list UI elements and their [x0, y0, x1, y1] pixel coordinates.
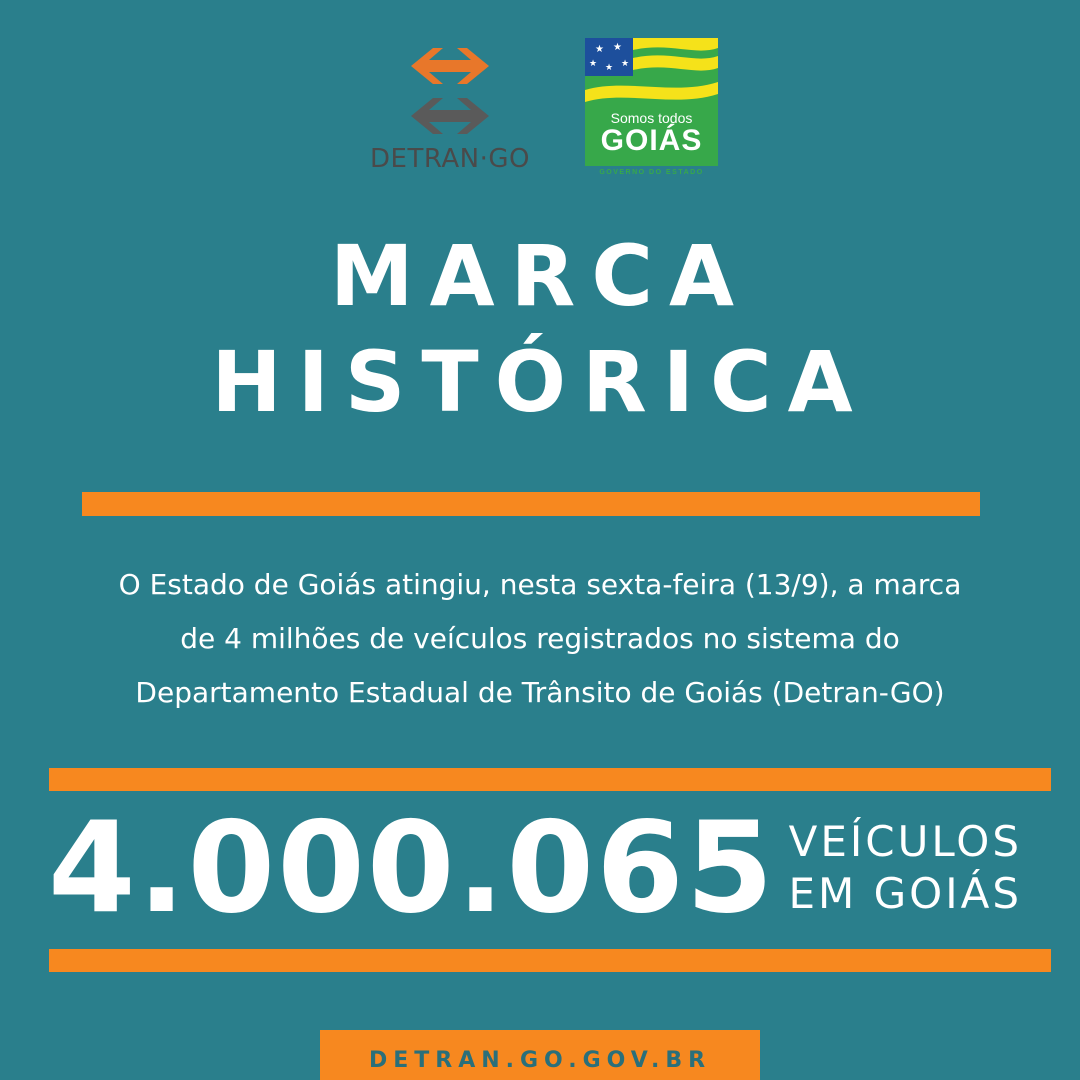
detran-arrows-icon: [403, 44, 497, 138]
goias-governo-text: GOVERNO DO ESTADO: [599, 169, 704, 176]
svg-text:★: ★: [595, 44, 604, 55]
paragraph-line-3: Departamento Estadual de Trânsito de Goiás (Detran-GO): [135, 676, 945, 709]
paragraph-line-2: de 4 milhões de veículos registrados no sistema do: [180, 622, 900, 655]
vehicle-count-number: 4.000.065: [48, 794, 776, 941]
count-label-line-2: EM GOIÁS: [788, 869, 1022, 918]
paragraph-line-1: O Estado de Goiás atingiu, nesta sexta-feira (13/9), a marca: [118, 568, 962, 601]
footer-url-link[interactable]: DETRAN.GO.GOV.BR: [368, 1048, 712, 1073]
vehicle-count-label: [760, 816, 1022, 920]
svg-text:★: ★: [605, 63, 614, 73]
goias-somos-todos-text: Somos todos: [610, 110, 693, 126]
footer-url-box[interactable]: [320, 1030, 760, 1080]
title-divider: [82, 492, 980, 516]
goias-government-logo: [585, 38, 718, 178]
svg-text:★: ★: [621, 59, 630, 69]
detran-go-logo: [355, 40, 545, 180]
page-title-line-1: MARCA: [330, 227, 750, 325]
announcement-paragraph: [40, 558, 1040, 720]
svg-text:★: ★: [589, 59, 598, 69]
goias-name-text: GOIÁS: [600, 124, 703, 157]
count-top-divider: [49, 768, 1051, 791]
page-title-line-2: HISTÓRICA: [211, 333, 869, 431]
count-label-line-1: VEÍCULOS: [788, 817, 1022, 866]
count-bottom-divider: [49, 949, 1051, 972]
detran-logo-text: DETRAN·GO: [370, 144, 530, 174]
svg-text:★: ★: [613, 42, 622, 53]
